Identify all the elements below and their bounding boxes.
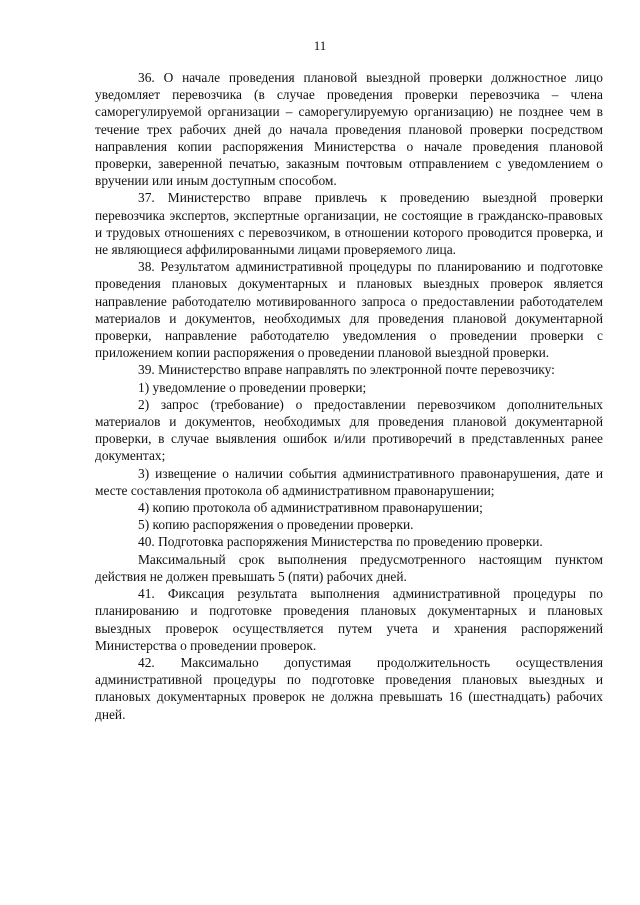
paragraph-40: 40. Подготовка распоряжения Министерства по проведению проверки. [138, 534, 543, 550]
list-item-2: 2) запрос (требование) о предоставлении перевозчиком дополнительных материалов и документов, необходимых для проведения плановой документарной проверки, в случае выявления ошибок и/или противоречий в представленных ранее документах; [95, 396, 603, 464]
list-item-1: 1) уведомление о проведении проверки; [138, 379, 367, 395]
paragraph-42: 42. Максимально допустимая продолжительность осуществления административной процедуры по подготовке проведения плановых выездных и плановых документарных проверок не должна превышать 16 (шестнадцать) рабочих дней. [95, 654, 603, 722]
list-item-4: 4) копию протокола об административном правонарушении; [138, 500, 483, 516]
page-number: 11 [313, 38, 327, 53]
paragraph-39: 39. Министерство вправе направлять по электронной почте перевозчику: [138, 362, 555, 378]
paragraph-37: 37. Министерство вправе привлечь к проведению выездной проверки перевозчика экспертов, экспертные организации, не состоящие в гражданско-правовых и трудовых отношениях с перевозчиком, в отношении которого проводится проверка, и не являющиеся аффилированными лицами проверяемого лица. [95, 190, 603, 258]
list-item-3: 3) извещение о наличии события административного правонарушения, дате и месте составления протокола об административном правонарушении; [95, 465, 603, 498]
document-body [95, 69, 603, 723]
paragraph-36: 36. О начале проведения плановой выездной проверки должностное лицо уведомляет перевозчика (в случае проведения проверки перевозчика – члена саморегулируемой организации – саморегулируемую организацию) не позднее чем в течение трех рабочих дней до начала проведения плановой проверки посредством направления копии распоряжения Министерства о начале проведения плановой проверки, заверенной печатью, заказным почтовым отправлением с уведомлением о вручении или иным доступным способом. [95, 70, 603, 189]
paragraph-38: 38. Результатом административной процедуры по планированию и подготовке проведения плановых документарных и плановых выездных проверок является направление работодателю мотивированного запроса о предоставлении работодателем материалов и документов, необходимых для проведения плановой документарной проверки, направление работодателю уведомления о проведении проверки с приложением копии распоряжения о проведении плановой выездной проверки. [95, 259, 603, 361]
paragraph-40-deadline: Максимальный срок выполнения предусмотренного настоящим пунктом действия не должен превышать 5 (пяти) рабочих дней. [95, 551, 603, 584]
paragraph-41: 41. Фиксация результата выполнения административной процедуры по планированию и подготовке проведения плановых документарных и плановых выездных проверок осуществляется путем учета и хранения распоряжений Министерства о проведении проверок. [95, 586, 603, 653]
list-item-5: 5) копию распоряжения о проведении проверки. [138, 517, 414, 533]
